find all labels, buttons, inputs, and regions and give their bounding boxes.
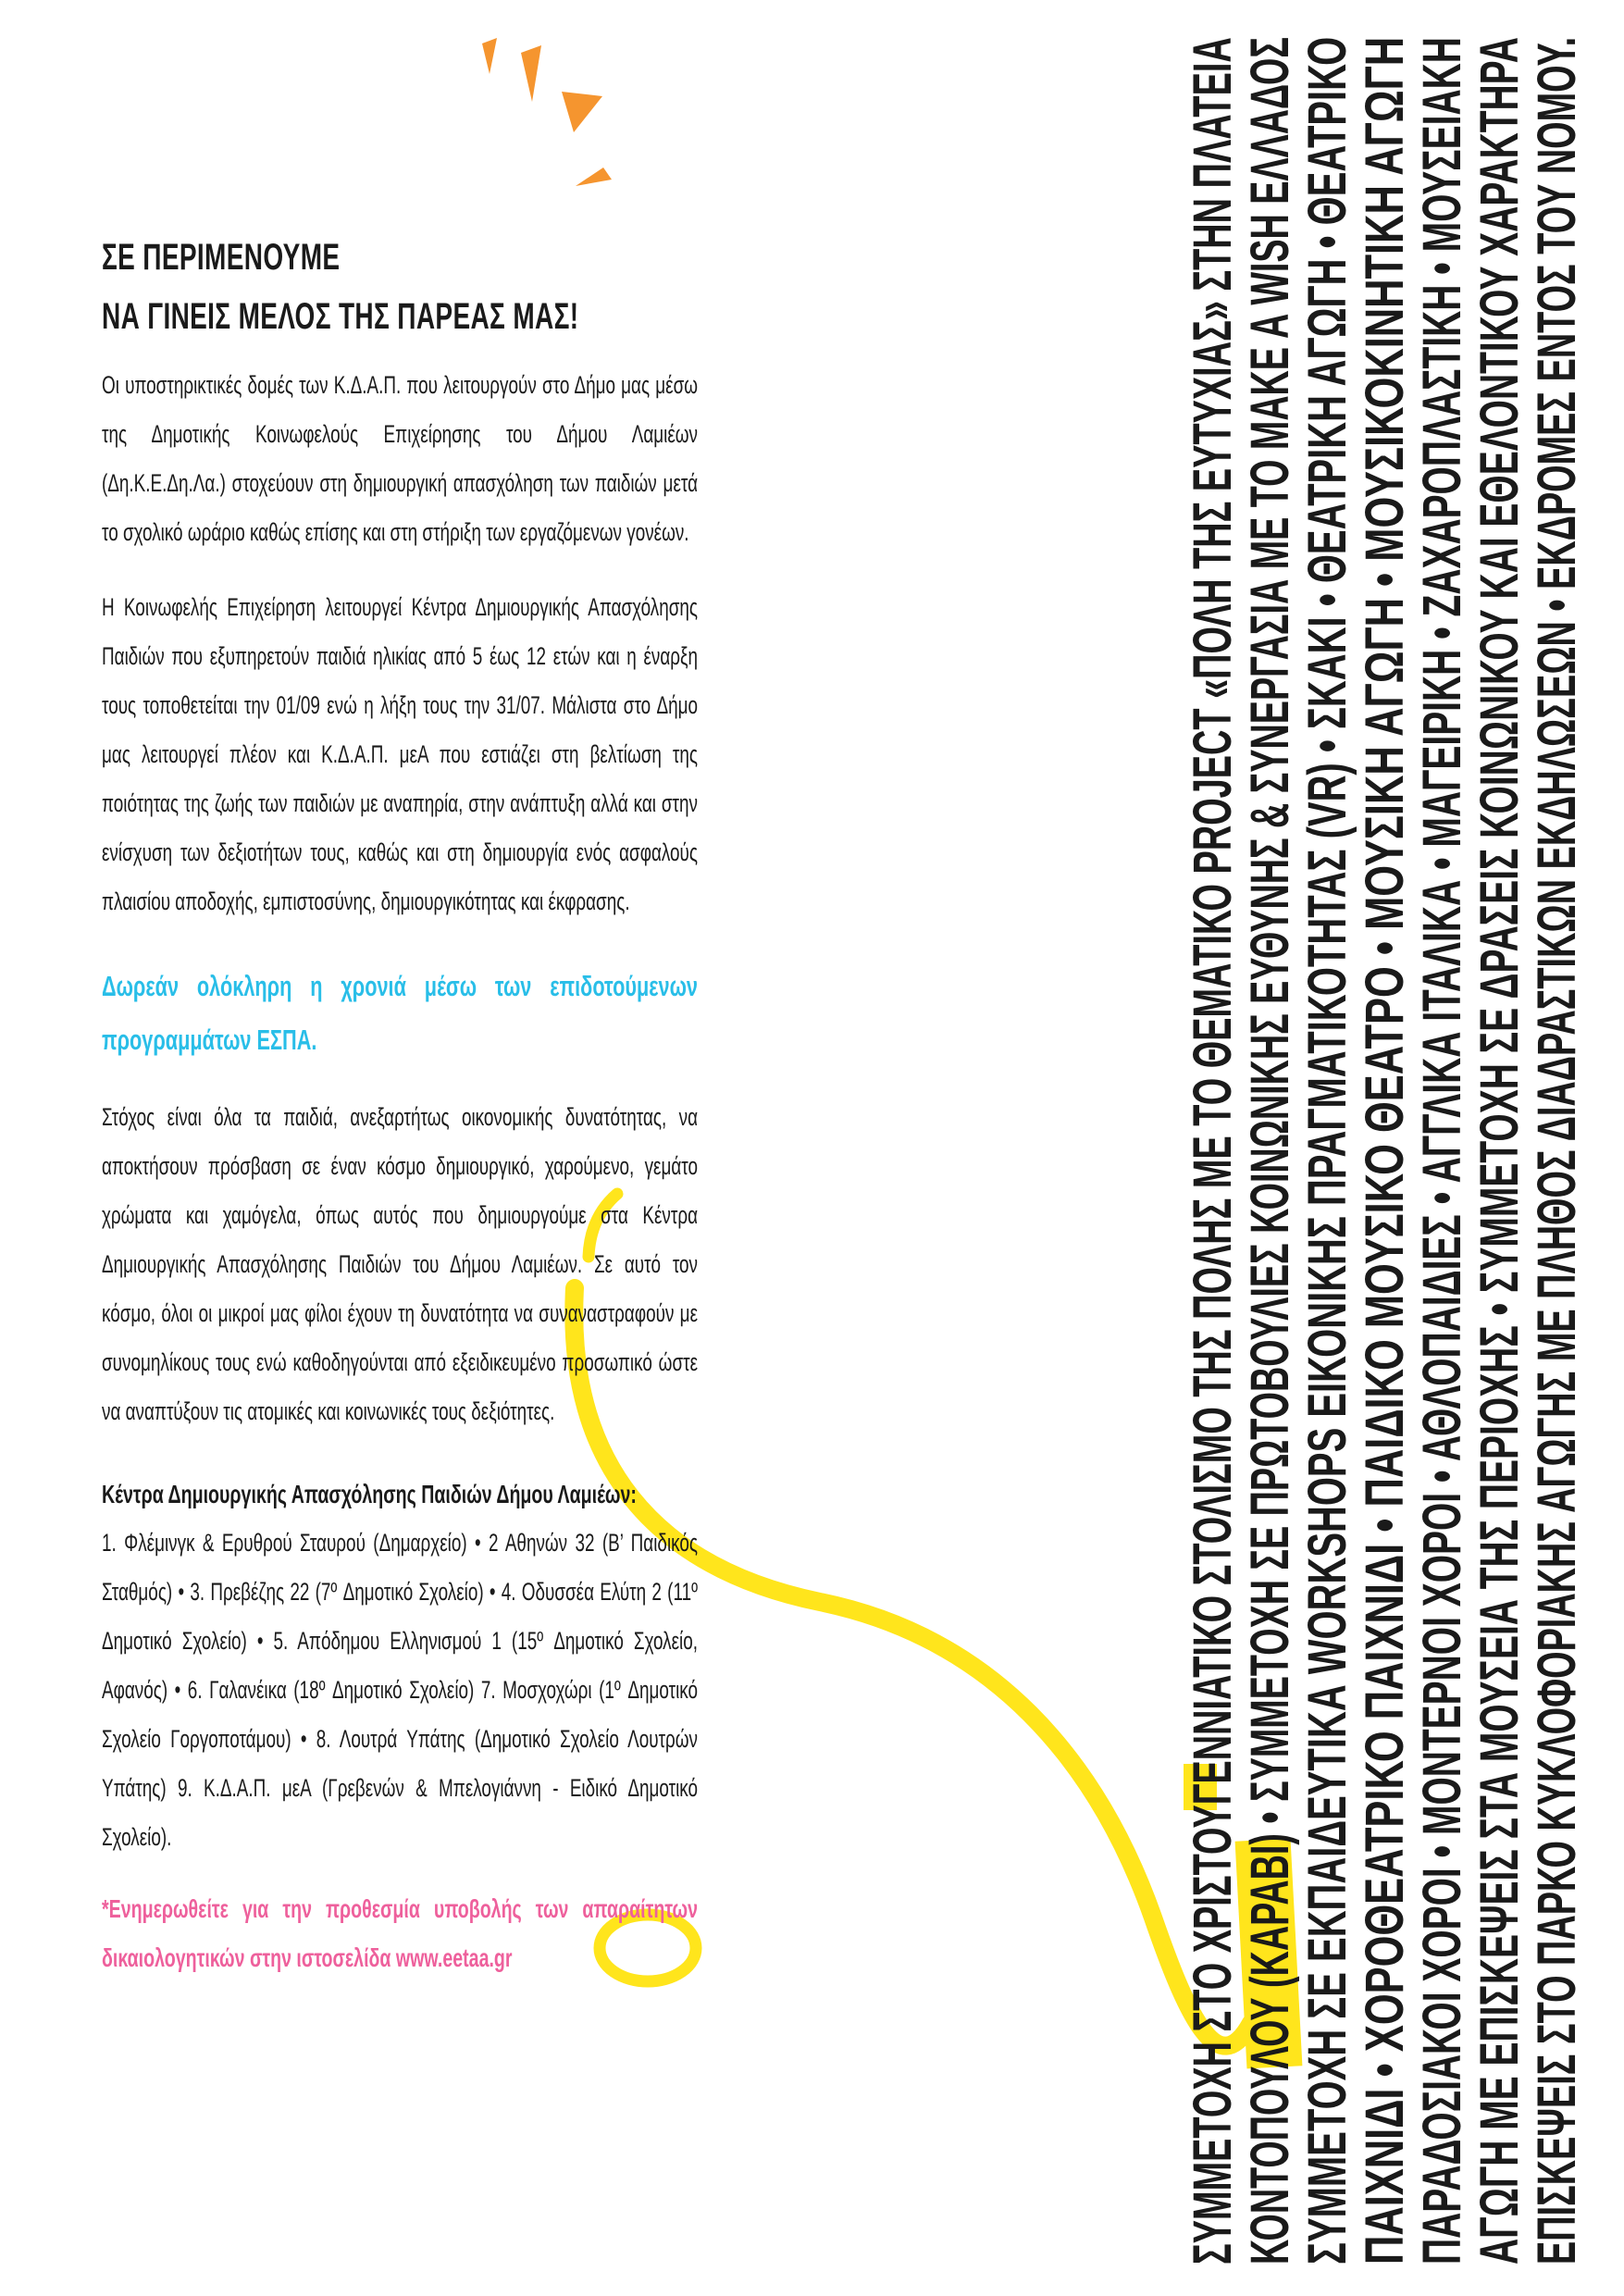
centers-heading: Κέντρα Δημιουργικής Απασχόλησης Παιδιών Δήμου Λαμιέων: xyxy=(102,1480,637,1508)
activities-column-2: ΚΟΝΤΟΠΟΥΛΟΥ (ΚΑΡΑΒΙ) • ΣΥΜΜΕΤΟΧΗ ΣΕ ΠΡΩΤΟΒΟΥΛΙΕΣ ΚΟΙΝΩΝΙΚΗΣ ΕΥΘΥΝΗΣ & ΣΥΝΕΡΓΑΣΙΑ ΜΕ ΤΟ MAKE A WISH ΕΛΛΑΔΟΣ xyxy=(1240,36,1300,2265)
activities-column-7: ΕΠΙΣΚΕΨΕΙΣ ΣΤΟ ΠΑΡΚΟ ΚΥΚΛΟΦΟΡΙΑΚΗΣ ΑΓΩΓΗΣ ΜΕ ΠΛΗΘΟΣ ΔΙΑΔΡΑΣΤΙΚΩΝ ΕΚΔΗΛΩΣΕΩΝ • ΕΚΔΡΟΜΕΣ ΕΝΤΟΣ ΤΟΥ ΝΟΜΟΥ. xyxy=(1527,36,1587,2265)
activities-column-5: ΠΑΡΑΔΟΣΙΑΚΟΙ ΧΟΡΟΙ • ΜΟΝΤΕΡΝΟΙ ΧΟΡΟΙ • ΑΘΛΟΠΑΙΔΙΕΣ • ΑΓΓΛΙΚΑ ΙΤΑΛΙΚΑ • ΜΑΓΕΙΡΙΚΗ • ΖΑΧΑΡΟΠΛΑΣΤΙΚΗ • ΜΟΥΣΕΙΑΚΗ xyxy=(1412,37,1472,2265)
activities-column-3: ΣΥΜΜΕΤΟΧΗ ΣΕ ΕΚΠΑΙΔΕΥΤΙΚΑ WORKSHOPS ΕΙΚΟΝΙΚΗΣ ΠΡΑΓΜΑΤΙΚΟΤΗΤΑΣ (VR) • ΣΚΑΚΙ • ΘΕΑΤΡΙΚΗ ΑΓΩΓΗ • ΘΕΑΤΡΙΚΟ xyxy=(1297,36,1357,2265)
orange-scribble-icon xyxy=(576,168,612,186)
espa-free-note: Δωρεάν ολόκληρη η χρονιά μέσω των επιδοτούμενων προγραμμάτων ΕΣΠΑ. xyxy=(102,970,698,1056)
orange-sparkle-icon xyxy=(482,38,497,74)
main-content xyxy=(102,228,698,1982)
mission-paragraph: Στόχος είναι όλα τα παιδιά, ανεξαρτήτως οικονομικής δυνατότητας, να αποκτήσουν πρόσβαση σε έναν κόσμο δημιουργικό, χαρούμενο, γεμάτο χρώματα και χαμόγελα, όπως αυτός που δημιουργούμε στα Κέντρα Δημιουργικής Απασχόλησης Παιδιών του Δήμου Λαμιέων. Σε αυτό τον κόσμο, όλοι οι μικροί μας φίλοι έχουν τη δυνατότητα να συναναστραφούν με συνομηλίκους τους ενώ καθοδηγούνται από εξειδικευμένο προσωπικό ώστε να αναπτύξουν τις ατομικές και κοινωνικές τους δεξιότητες. xyxy=(102,1103,698,1425)
deadline-footnote: *Ενημερωθείτε για την προθεσμία υποβολής των απαραίτητων δικαιολογητικών στην ιστοσελίδα www.eetaa.gr xyxy=(102,1894,698,1972)
orange-sparkle-icon xyxy=(562,92,602,132)
title-line-2: ΝΑ ΓΙΝΕΙΣ ΜΕΛΟΣ ΤΗΣ ΠΑΡΕΑΣ ΜΑΣ! xyxy=(102,296,579,337)
intro-paragraph: Οι υποστηρικτικές δομές των Κ.Δ.Α.Π. που λειτουργούν στο Δήμο μας μέσω της Δημοτικής Κοινωφελούς Επιχείρησης του Δήμου Λαμιέων (Δη.Κ.Ε.Δη.Λα.) στοχεύουν στη δημιουργική απασχόληση των παιδιών μετά το σχολικό ωράριο καθώς επίσης και στη στήριξη των εργαζόμενων γονέων. xyxy=(102,371,698,546)
kdap-info-paragraph: Η Κοινωφελής Επιχείρηση λειτουργεί Κέντρα Δημιουργικής Απασχόλησης Παιδιών που εξυπηρετούν παιδιά ηλικίας από 5 έως 12 ετών και η έναρξη τους τοποθετείται την 01/09 ενώ η λήξη τους την 31/07. Μάλιστα στο Δήμο μας λειτουργεί πλέον και Κ.Δ.Α.Π. μεΑ που εστιάζει στη βελτίωση της ποιότητας της ζωής των παιδιών με αναπηρία, στην ανάπτυξη αλλά και στην ενίσχυση των δεξιοτήτων τους, καθώς και στη δημιουργία ενός ασφαλούς πλαισίου αποδοχής, εμπιστοσύνης, δημιουργικότητας και έκφρασης. xyxy=(102,593,698,915)
activities-column-4: ΠΑΙΧΝΙΔΙ • ΧΟΡΟΘΕΑΤΡΙΚΟ ΠΑΙΧΝΙΔΙ • ΠΑΙΔΙΚΟ ΜΟΥΣΙΚΟ ΘΕΑΤΡΟ • ΜΟΥΣΙΚΗ ΑΓΩΓΗ • ΜΟΥΣΙΚΟΚΙΝΗΤΙΚΗ ΑΓΩΓΗ xyxy=(1355,36,1415,2265)
centers-address-list: 1. Φλέμινγκ & Ερυθρού Σταυρού (Δημαρχείο) • 2 Αθηνών 32 (Β’ Παιδικός Σταθμός) • 3. Πρεβέζης 22 (7º Δημοτικό Σχολείο) • 4. Οδυσσέα Ελύτη 2 (11º Δημοτικό Σχολείο) • 5. Απόδημου Ελληνισμού 1 (15º Δημοτικό Σχολείο, Αφανός) • 6. Γαλανέικα (18º Δημοτικό Σχολείο) 7. Μοσχοχώρι (1º Δημοτικό Σχολείο Γοργοποτάμου) • 8. Λουτρά Υπάτης (Δημοτικό Σχολείο Λουτρών Υπάτης) 9. Κ.Δ.Α.Π. μεΑ (Γρεβενών & Μπελογιάννη - Ειδικό Δημοτικό Σχολείο). xyxy=(102,1529,698,1851)
activities-column-6: ΑΓΩΓΗ ΜΕ ΕΠΙΣΚΕΨΕΙΣ ΣΤΑ ΜΟΥΣΕΙΑ ΤΗΣ ΠΕΡΙΟΧΗΣ • ΣΥΜΜΕΤΟΧΗ ΣΕ ΔΡΑΣΕΙΣ ΚΟΙΝΩΝΙΚΟΥ ΚΑΙ ΕΘΕΛΟΝΤΙΚΟΥ ΧΑΡΑΚΤΗΡΑ xyxy=(1469,37,1530,2265)
orange-sparkle-icon xyxy=(521,45,541,102)
activities-column-1: ΣΥΜΜΕΤΟΧΗ ΣΤΟ ΧΡΙΣΤΟΥΓΕΝΝΙΑΤΙΚΟ ΣΤΟΛΙΣΜΟ ΤΗΣ ΠΟΛΗΣ ΜΕ ΤΟ ΘΕΜΑΤΙΚΟ PROJECT «ΠΟΛΗ ΤΗΣ ΕΥΤΥΧΙΑΣ» ΣΤΗΝ ΠΛΑΤΕΙΑ xyxy=(1183,37,1243,2265)
page-title xyxy=(102,228,698,346)
title-line-1: ΣΕ ΠΕΡΙΜΕΝΟΥΜΕ xyxy=(102,237,341,278)
